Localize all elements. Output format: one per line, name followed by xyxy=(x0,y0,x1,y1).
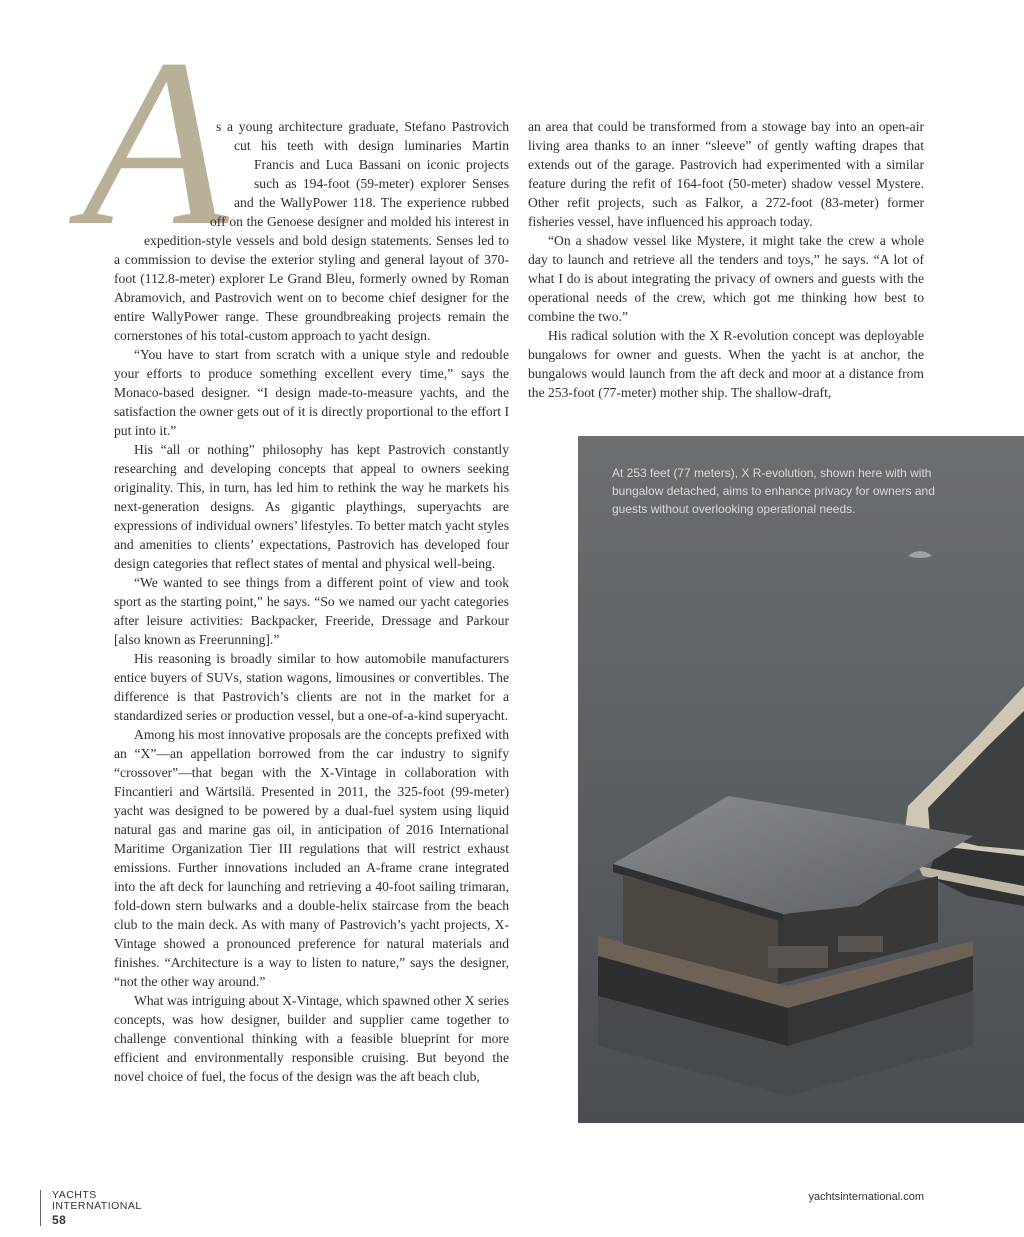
article-left-column xyxy=(114,117,509,1086)
paragraph: an area that could be transformed from a stowage bay into an open-air living area thanks to an inner “sleeve” of gently wafting drapes that extends out of the garage. Pastrovich had experimented with a similar feature during the refit of 164-foot (50-meter) shadow vessel Mystere. Other refit projects, such as Falkor, a 272-foot (83-meter) former fisheries vessel, have influenced his approach today. xyxy=(528,119,924,229)
yacht-photo xyxy=(578,436,1024,1123)
website-url[interactable]: yachtsinternational.com xyxy=(808,1191,924,1203)
paragraph: “On a shadow vessel like Mystere, it might take the crew a whole day to launch and retrieve all the tenders and toys,” he says. “A lot of what I do is about integrating the privacy of owners and guests with the operational needs of the crew, which got me thinking how best to combine the two.” xyxy=(528,233,924,324)
paragraph: Among his most innovative proposals are the concepts prefixed with an “X”—an appellation borrowed from the car industry to signify “crossover”—that began with the X-Vintage in collaboration with Fincantieri and Wärtsilä. Presented in 2011, the 325-foot (99-meter) yacht was designed to be powered by a dual-fuel system using liquid natural gas and marine gas oil, in anticipation of 2016 International Maritime Organization Tier III regulations that will restrict exhaust emissions. Further innovations included an A-frame crane integrated into the aft deck for launching and retrieving a 40-foot sailing trimaran, fold-down stern bulwarks and a double-helix staircase from the beach club to the main deck. As with many of Pastrovich’s yacht projects, X-Vintage showed a pronounced preference for natural materials and finishes. “Architecture is a way to listen to nature,” says the designer, “not the other way around.” xyxy=(114,727,509,989)
paragraph: His reasoning is broadly similar to how automobile manufacturers entice buyers of SUVs, station wagons, limousines or convertibles. The difference is that Pastrovich’s clients are not in the market for a standardized series or production vessel, but a one-of-a-kind superyacht. xyxy=(114,651,509,723)
drop-cap: A xyxy=(82,9,229,275)
paragraph: His radical solution with the X R-evolution concept was deployable bungalows for owner and guests. When the yacht is at anchor, the bungalows would launch from the aft deck and moor at a distance from the 253-foot (77-meter) mother ship. The shallow-draft, xyxy=(528,328,924,400)
brand-line: YACHTS xyxy=(52,1189,97,1201)
paragraph: What was intriguing about X-Vintage, which spawned other X series concepts, was how designer, builder and supplier came together to challenge conventional thinking with a feasible blueprint for more efficient and environmentally responsible cruising. But beyond the novel choice of fuel, the focus of the design was the aft beach club, xyxy=(114,993,509,1084)
brand-line: INTERNATIONAL xyxy=(52,1200,142,1212)
paragraph: “You have to start from scratch with a unique style and redouble your efforts to produce something excellent every time,” says the Monaco-based designer. “I design made-to-measure yachts, and the satisfaction the owner gets out of it is directly proportional to the effort I put into it.” xyxy=(114,347,509,438)
yacht-illustration xyxy=(578,436,1024,1123)
paragraph: His “all or nothing” philosophy has kept Pastrovich constantly researching and developing concepts that appeal to owners seeking originality. This, in turn, has led him to rethink the way he markets his next-generation designs. As gigantic playthings, superyachts are expressions of individual owners’ lifestyles. To better match yacht styles and amenities to clients’ expectations, Pastrovich has developed four design categories that reflect states of mental and physical well-being. xyxy=(114,442,509,571)
article-right-column xyxy=(528,117,924,402)
magazine-brand xyxy=(40,1190,142,1226)
paragraph: “We wanted to see things from a different point of view and took sport as the starting point,” he says. “So we named our yacht categories after leisure activities: Backpacker, Freeride, Dressage and Parkour [also known as Freerunning].” xyxy=(114,575,509,647)
paragraph: s a young architecture graduate, Stefano Pastrovich cut his teeth with design luminaries Martin Francis and Luca Bassani on iconic projects such as 194-foot (59-meter) explorer Senses and the WallyPower 118. The experience rubbed off on the Genoese designer and molded his interest in expedition-style vessels and bold design statements. Senses led to a commission to devise the exterior styling and general layout of 370-foot (112.8-meter) explorer Le Grand Bleu, formerly owned by Roman Abramovich, and Pastrovich went on to become chief designer for the entire WallyPower range. These groundbreaking projects remain the cornerstones of his total-custom approach to yacht design. xyxy=(114,119,509,343)
page-number: 58 xyxy=(52,1213,67,1227)
photo-caption: At 253 feet (77 meters), X R-evolution, shown here with with bungalow detached, aims to enhance privacy for owners and guests without overlooking operational needs. xyxy=(612,466,935,516)
